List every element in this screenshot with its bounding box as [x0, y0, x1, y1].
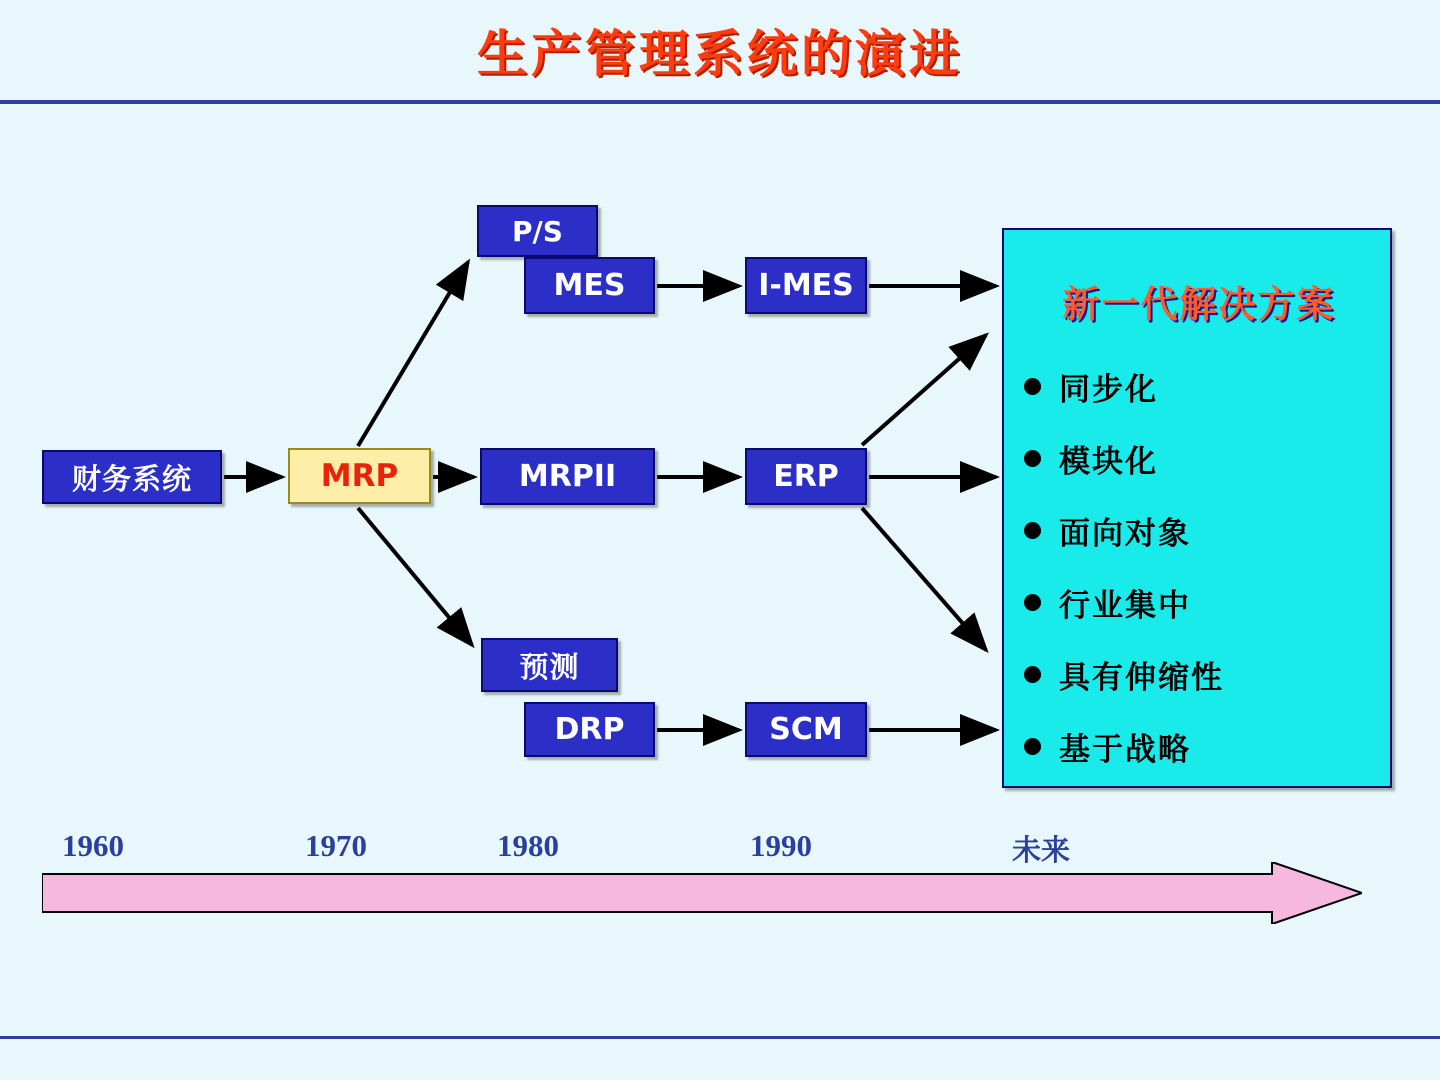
node-label: MES: [553, 268, 626, 303]
node-mrp[interactable]: [288, 448, 431, 504]
node-forecast[interactable]: [481, 638, 618, 692]
bullet-icon: [1024, 378, 1041, 395]
footer-divider: [0, 1036, 1440, 1039]
node-label: SCM: [769, 712, 843, 747]
node-drp[interactable]: [524, 702, 655, 757]
node-imes[interactable]: [745, 257, 867, 314]
node-ps[interactable]: [477, 205, 598, 257]
list-item-label: 基于战略: [1059, 731, 1191, 768]
bullet-icon: [1024, 522, 1041, 539]
node-label: 财务系统: [71, 461, 192, 496]
timeline-arrow: [42, 862, 1362, 924]
list-item-label: 面向对象: [1059, 515, 1191, 552]
list-item: [1018, 422, 1388, 494]
list-item: [1018, 350, 1388, 422]
timeline-label-1980: 1980: [497, 828, 559, 863]
list-item-label: 具有伸缩性: [1059, 659, 1224, 696]
next-generation-solution-panel: [1002, 228, 1392, 788]
bullet-icon: [1024, 738, 1041, 755]
timeline-label-1990: 1990: [750, 828, 812, 863]
node-label: MRP: [320, 458, 399, 494]
timeline-label-1960: 1960: [62, 828, 124, 863]
node-label: P/S: [512, 214, 563, 248]
node-scm[interactable]: [745, 702, 867, 757]
page-title: 生产管理系统的演进: [477, 25, 963, 83]
list-item: [1018, 494, 1388, 566]
list-item-label: 同步化: [1059, 371, 1158, 408]
bullet-icon: [1024, 450, 1041, 467]
bullet-icon: [1024, 666, 1041, 683]
node-erp[interactable]: [745, 448, 867, 505]
node-label: DRP: [554, 712, 625, 747]
node-label: 预测: [519, 649, 580, 684]
panel-title: 新一代解决方案: [1062, 283, 1336, 326]
timeline-label-future: 未来: [1012, 833, 1071, 867]
node-mes[interactable]: [524, 257, 655, 314]
bullet-icon: [1024, 594, 1041, 611]
node-label: MRPII: [518, 459, 617, 494]
list-item: [1018, 638, 1388, 710]
node-finance[interactable]: [42, 450, 222, 504]
node-label: ERP: [773, 459, 839, 494]
list-item: [1018, 710, 1388, 782]
header-divider: [0, 100, 1440, 104]
list-item-label: 模块化: [1059, 443, 1158, 480]
timeline-label-1970: 1970: [305, 828, 367, 863]
node-mrpii[interactable]: [480, 448, 655, 505]
panel-feature-list: [1018, 350, 1388, 782]
node-label: I-MES: [758, 268, 854, 303]
list-item: [1018, 566, 1388, 638]
list-item-label: 行业集中: [1059, 587, 1191, 624]
